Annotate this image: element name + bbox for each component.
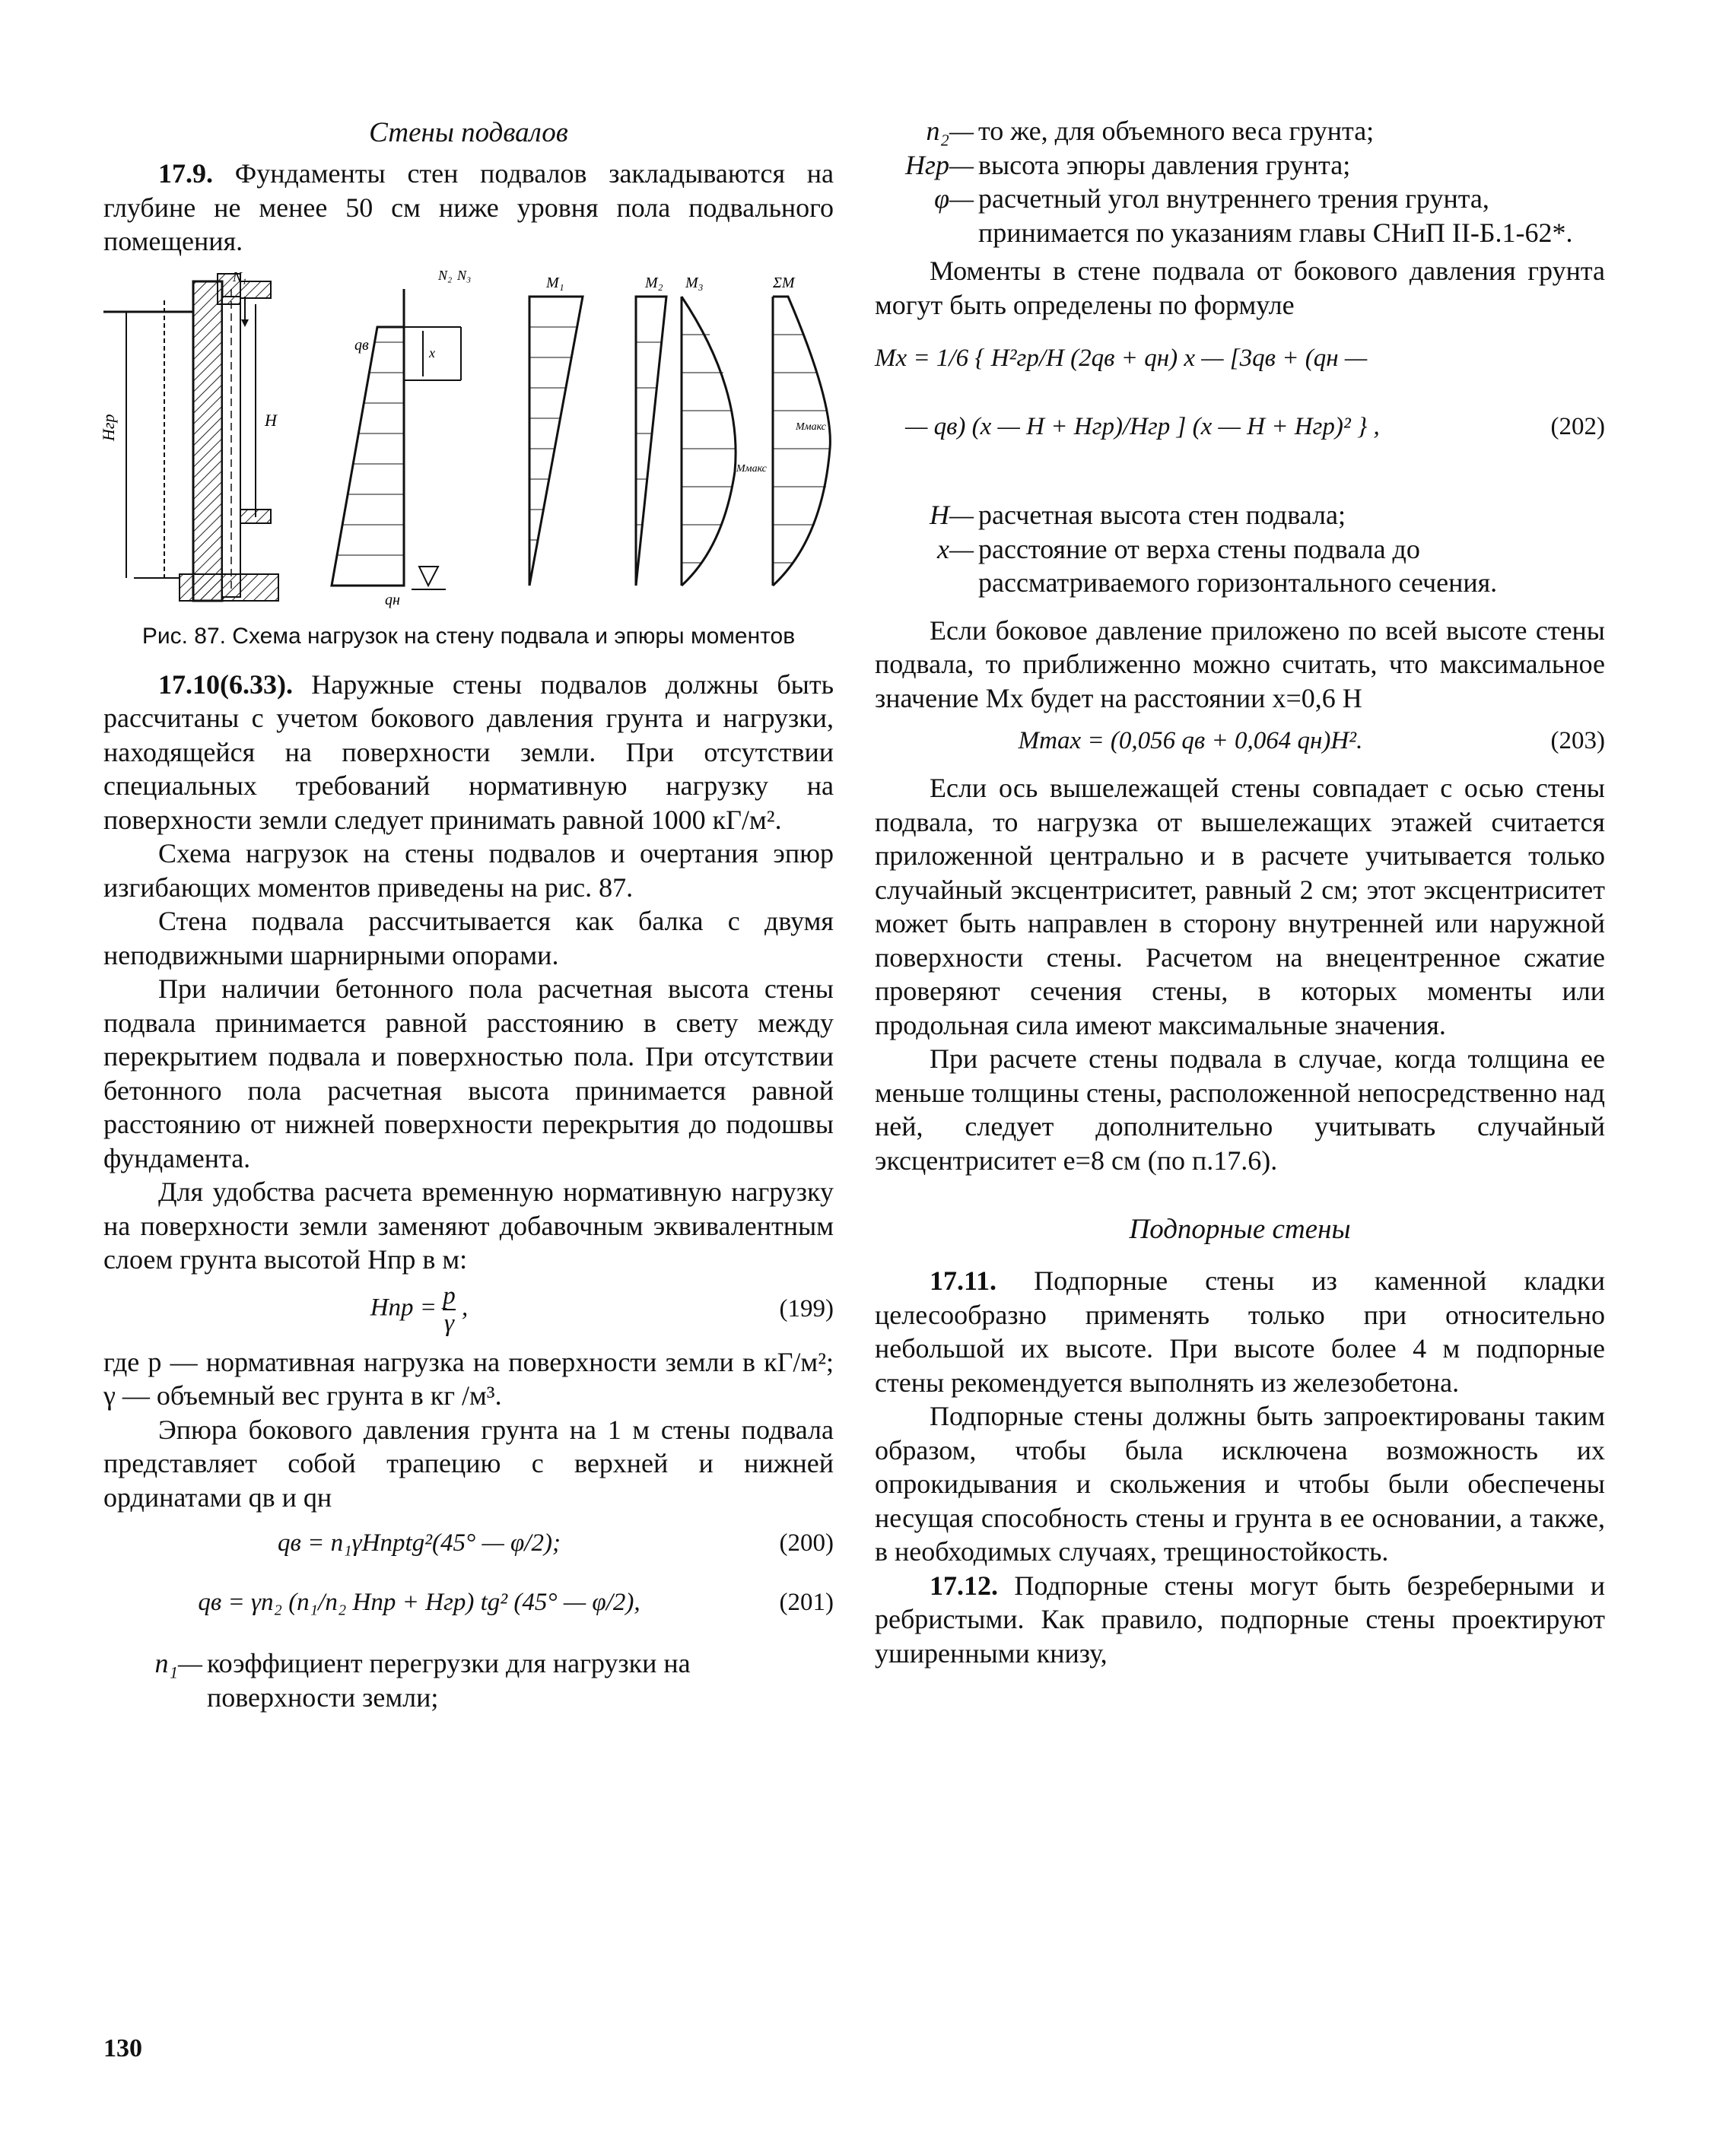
label-h: H	[265, 410, 277, 430]
formula-expression: qв = γn₂ (n₁/n₂ Hпр + Hгр) tg² (45° — φ/2),	[198, 1589, 640, 1616]
paragraph: Если ось вышележащей стены совпадает с осью стены подвала, то нагрузка от вышележащих этажей считается приложенной центрально и в расчете учитывается только случайный эксцентриситет, равный 2 см; этот эксцентриситет может быть направлен в сторону внутренней или наружной поверхности стены. Расчетом на внецентренное сжатие проверяют сечения стены, в которых моменты или продольная сила имеют максимальные значения.	[875, 773, 1605, 1040]
formula-expression: Mmax = (0,056 qв + 0,064 qн)H².	[1018, 727, 1363, 754]
wall-section-drawing	[103, 274, 278, 601]
definition-text: расчетная высота стен подвала;	[978, 500, 1346, 530]
definition-text: то же, для объемного веса грунта;	[978, 116, 1375, 146]
definition-symbol: n₂—	[926, 116, 974, 146]
formula-lhs: Hпр =	[370, 1294, 437, 1322]
paragraph: Если боковое давление приложено по всей высоте стены подвала, то приближенно можно считать, что максимальное значение Mx будет на расстоянии x=0,6 H	[875, 614, 1605, 713]
moment-diagram-sum	[773, 297, 830, 586]
paragraph-17-11	[875, 1264, 1605, 1399]
moment-diagram-m1	[529, 297, 583, 586]
label-x: x	[429, 345, 435, 360]
formula-line-1: Mx = 1/6 { H²гр/H (2qв + qн) x — [3qв + (qн —	[875, 345, 1368, 372]
clause-number: 17.12.	[930, 1570, 998, 1601]
figure-caption: Рис. 87. Схема нагрузок на стену подвала и эпюры моментов	[141, 623, 796, 649]
definition-n2	[875, 114, 1605, 148]
paragraph: Моменты в стене подвала от бокового давления грунта могут быть определены по формуле	[875, 256, 1605, 320]
definition-h-gr	[875, 148, 1605, 183]
definition-x	[875, 532, 1605, 600]
left-column	[99, 114, 834, 1714]
definition-h	[875, 498, 1605, 532]
paragraph: При наличии бетонного пола расчетная высота стены подвала принимается равной расстоянию в свету между перекрытием подвала и поверхностью пола. При отсутствии бетонного пола расчетная высота принимается равной расстоянию от нижней поверхности перекрытия до подошвы фундамента.	[103, 973, 834, 1173]
paragraph: При расчете стены подвала в случае, когда толщина ее меньше толщины стены, расположенной непосредственно над ней, следует дополнительно учитывать случайный эксцентриситет e=8 см (по п.17.6).	[875, 1043, 1605, 1176]
label-n2: N₂	[438, 267, 453, 283]
fraction-numerator: p	[443, 1281, 456, 1310]
paragraph-text: Подпорные стены могут быть безреберными и ребристыми. Как правило, подпорные стены проектируют уширенными книзу,	[875, 1570, 1605, 1669]
formula-number: (203)	[1550, 727, 1605, 754]
paragraph-17-10	[103, 668, 834, 837]
formula-tail: ,	[462, 1294, 469, 1322]
fraction-denominator: γ	[444, 1309, 455, 1337]
pressure-diagram	[332, 289, 461, 589]
definition-phi	[875, 182, 1605, 249]
definition-n1	[103, 1646, 834, 1714]
label-mmax-2: Mмакс	[796, 421, 826, 433]
formula-200	[103, 1519, 834, 1573]
formula-number: (202)	[1550, 413, 1605, 440]
definition-text: высота эпюры давления грунта;	[978, 149, 1351, 180]
paragraph-text: Наружные стены подвалов должны быть рассчитаны с учетом бокового давления грунта и нагрузки, находящейся на поверхности земли. При отсутствии специальных требований нормативную нагрузку на поверхности земли следует принимать равной 1000 кГ/м².	[103, 668, 834, 835]
paragraph: Схема нагрузок на стены подвалов и очертания эпюр изгибающих моментов приведены на рис. 87.	[103, 838, 834, 903]
formula-number: (201)	[779, 1589, 834, 1616]
load-diagram	[99, 266, 834, 616]
label-m2: M₂	[645, 274, 663, 291]
label-qn: qн	[385, 591, 400, 608]
formula-203	[875, 719, 1605, 767]
definition-symbol: Hгр—	[904, 149, 974, 180]
moment-diagram-m2	[636, 297, 666, 586]
page-number: 130	[103, 2034, 142, 2062]
label-mmax-1: Mмакс	[736, 462, 767, 475]
definition-symbol: n₁—	[154, 1648, 202, 1678]
label-m3: M₃	[685, 274, 704, 291]
paragraph-17-12	[875, 1569, 1605, 1671]
section-title-retaining-walls: Подпорные стены	[1129, 1214, 1351, 1245]
definition-symbol: H—	[929, 500, 974, 530]
section-title-basement-walls: Стены подвалов	[369, 117, 568, 148]
formula-number: (200)	[779, 1529, 834, 1557]
formula-199	[103, 1281, 834, 1341]
formula-expression: qв = n₁γHпрtg²(45° — φ/2);	[278, 1529, 561, 1557]
formula-201	[103, 1578, 834, 1642]
paragraph-17-9	[103, 157, 834, 259]
definition-symbol: x—	[937, 533, 974, 564]
label-h-gr: Hгр	[99, 414, 118, 441]
paragraph: Стена подвала рассчитывается как балка с двумя неподвижными шарнирными опорами.	[103, 906, 834, 970]
right-column	[875, 114, 1605, 1670]
label-n1: N₁	[233, 268, 247, 284]
paragraph-text: Подпорные стены из каменной кладки целесообразно применять только при относительно небольшой их высоте. При высоте более 4 м подпорные стены рекомендуется выполнять из железобетона.	[875, 1265, 1605, 1398]
label-m1: M₁	[546, 274, 564, 291]
label-qv: qв	[354, 336, 369, 354]
figure-87	[99, 266, 834, 616]
definition-symbol: φ—	[934, 183, 974, 214]
clause-number: 17.11.	[930, 1265, 997, 1296]
formula-number: (199)	[779, 1294, 834, 1322]
clause-number: 17.10(6.33).	[158, 668, 293, 700]
definition-text: коэффициент перегрузки для нагрузки на поверхности земли;	[207, 1648, 691, 1713]
moment-diagram-m3	[682, 297, 736, 586]
formula-fraction	[443, 1283, 456, 1336]
formula-line-2: — qв) (x — H + Hгр)/Hгр ] (x — H + Hгр)² } ,	[905, 413, 1380, 440]
definition-text: расстояние от верха стены подвала до рассматриваемого горизонтального сечения.	[978, 533, 1498, 598]
paragraph: где p — нормативная нагрузка на поверхности земли в кГ/м²; γ — объемный вес грунта в кг /м³.	[103, 1346, 834, 1411]
label-n3: N₃	[457, 267, 472, 283]
paragraph-text: Фундаменты стен подвалов закладываются на глубине не менее 50 см ниже уровня пола подвального помещения.	[103, 158, 834, 256]
clause-number: 17.9.	[158, 158, 213, 189]
formula-202	[875, 326, 1605, 494]
paragraph: Подпорные стены должны быть запроектированы таким образом, чтобы была исключена возможность их опрокидывания и скольжения и чтобы были обеспечены несущая способность стены и грунта в ее основании, а также, в необходимых случаях, трещиностойкость.	[875, 1401, 1605, 1567]
paragraph: Для удобства расчета временную нормативную нагрузку на поверхности земли заменяют добавочным эквивалентным слоем грунта высотой Hпр в м:	[103, 1176, 834, 1275]
label-sum-m: ΣM	[773, 274, 795, 291]
paragraph: Эпюра бокового давления грунта на 1 м стены подвала представляет собой трапецию с верхней и нижней ординатами qв и qн	[103, 1414, 834, 1513]
definition-text: расчетный угол внутреннего трения грунта, принимается по указаниям главы СНиП II-Б.1-62*.	[978, 183, 1573, 248]
